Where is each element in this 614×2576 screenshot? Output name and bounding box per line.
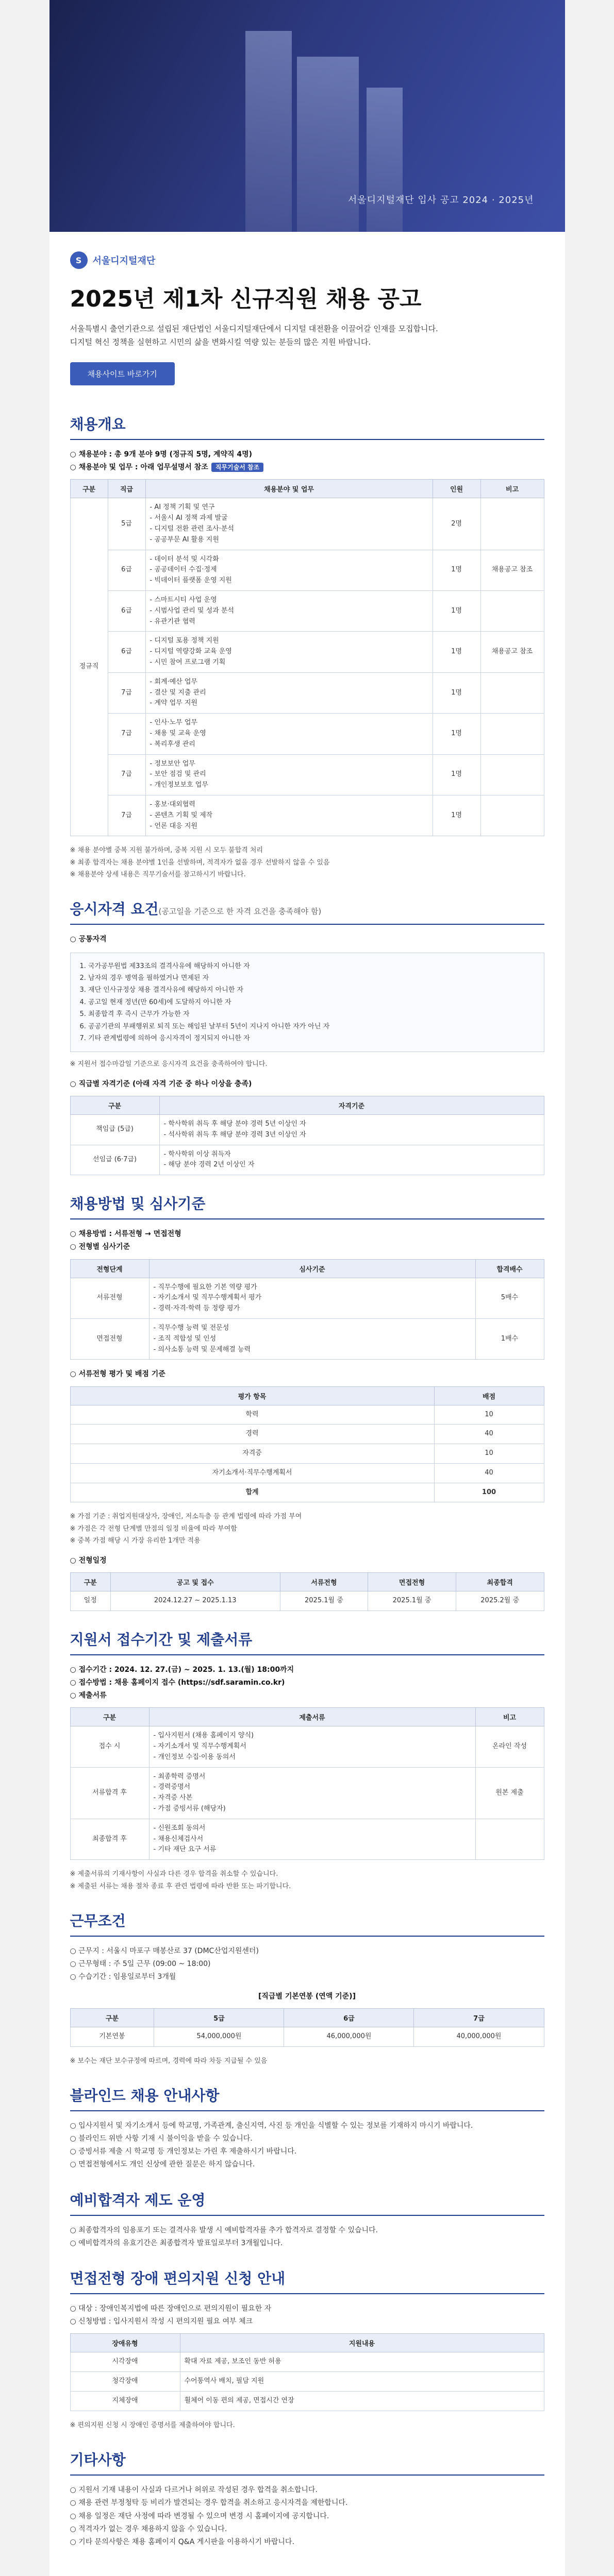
cell: 40 <box>434 1463 544 1483</box>
cell: - 정보보안 업무 - 보안 점검 및 관리 - 개인정보보호 업무 <box>145 754 433 795</box>
table-row <box>70 1767 544 1819</box>
section-title: 근무조건 <box>70 1910 544 1937</box>
intro-line: 디지털 혁신 정책을 실현하고 시민의 삶을 변화시킬 역량 있는 분들의 많은 지원 바랍니다. <box>70 337 371 347</box>
overview-notes <box>70 844 544 880</box>
cell: 2명 <box>433 498 480 550</box>
cell: 1배수 <box>475 1318 544 1359</box>
note-line: ※ 가점은 각 전형 단계별 만점의 일정 비율에 따라 부여함 <box>70 1524 237 1533</box>
cell: 10 <box>434 1405 544 1425</box>
table-row <box>70 632 544 672</box>
eligibility-item: 5. 최종합격 후 즉시 근무가 가능한 자 <box>79 1010 190 1019</box>
blind-item: ○ 증빙서류 제출 시 학교명 등 개인정보는 가린 후 제출하시기 바랍니다. <box>70 2147 297 2156</box>
cell: - 직무수행 능력 및 전문성 - 조직 적합성 및 인성 - 의사소통 능력 및 문제해결 능력 <box>149 1318 475 1359</box>
table-row <box>70 1425 544 1444</box>
page-title: 2025년 제1차 신규직원 채용 공고 <box>70 286 422 312</box>
access-item: ○ 신청방법 : 입사지원서 작성 시 편의지원 필요 여부 체크 <box>70 2317 253 2326</box>
note-line: ※ 채용분야 상세 내용은 직무기술서를 참고하시기 바랍니다. <box>70 871 246 879</box>
table-row <box>70 550 544 590</box>
logo-text: 서울디지털재단 <box>92 256 156 266</box>
cell: - AI 정책 기획 및 연구 - 서울시 AI 정책 과제 발굴 - 디지털 전환 관련 조사·분석 - 공공부문 AI 활용 지원 <box>145 498 433 550</box>
cell: - 인사·노무 업무 - 채용 및 교육 운영 - 복리후생 관리 <box>145 714 433 754</box>
table-row <box>70 1819 544 1859</box>
cell: 1명 <box>433 632 480 672</box>
job-description-badge: 직무기술서 참조 <box>211 463 263 472</box>
table-header: 구분 <box>70 1096 159 1114</box>
cell <box>480 714 544 754</box>
eligibility-item: 4. 공고일 현재 정년(만 60세)에 도달하지 아니한 자 <box>79 998 231 1006</box>
table-row <box>70 1114 544 1145</box>
eligibility-item: 6. 공공기관의 부패행위로 퇴직 또는 해임된 날부터 5년이 지나지 아니한 자가 아닌 자 <box>79 1022 330 1030</box>
condition-line: ○ 수습기간 : 임용일로부터 3개월 <box>70 1973 176 1981</box>
cell: 10 <box>434 1444 544 1464</box>
reserve-item: ○ 예비합격자의 유효기간은 최종합격자 발표일로부터 3개월입니다. <box>70 2239 283 2247</box>
cell: 7급 <box>108 795 145 836</box>
section-reserve <box>70 2189 544 2250</box>
overview-line: ○ 채용분야 및 업무 : 아래 업무설명서 참조 직무기술서 참조 <box>70 461 544 474</box>
table-row <box>70 2352 544 2372</box>
cell: 휠체어 이동 편의 제공, 면접시간 연장 <box>180 2391 544 2411</box>
section-title: 채용방법 및 심사기준 <box>70 1193 544 1219</box>
blind-item: ○ 면접전형에서도 개인 신상에 관한 질문은 하지 않습니다. <box>70 2160 255 2169</box>
cell: 자기소개서·직무수행계획서 <box>70 1463 434 1483</box>
accessibility-table <box>70 2333 544 2411</box>
table-header: 전형단계 <box>70 1259 149 1278</box>
misc-item: ○ 적격자가 없는 경우 채용하지 않을 수 있습니다. <box>70 2524 227 2533</box>
cell: - 직무수행에 필요한 기본 역량 평가 - 자기소개서 및 직무수행계획서 평가 - 경력·자격·학력 등 정량 평가 <box>149 1278 475 1318</box>
eligibility-item: 3. 재단 인사규정상 채용 결격사유에 해당하지 아니한 자 <box>79 986 244 994</box>
section-title: 지원서 접수기간 및 제출서류 <box>70 1629 544 1655</box>
cell: 2025.1월 중 <box>368 1591 456 1611</box>
org-logo <box>70 251 544 269</box>
cell: - 데이터 분석 및 시각화 - 공공데이터 수집·정제 - 빅데이터 플랫폼 운영 지원 <box>145 550 433 590</box>
misc-item: ○ 기타 문의사항은 채용 홈페이지 Q&A 게시판을 이용하시기 바랍니다. <box>70 2537 294 2546</box>
table-header: 지원내용 <box>180 2334 544 2352</box>
table-header: 5급 <box>154 2008 284 2027</box>
table-header: 구분 <box>70 1708 149 1726</box>
overview-line: ○ 채용분야 : 총 9개 분야 9명 (정규직 5명, 계약직 4명) <box>70 450 253 459</box>
cell: 접수 시 <box>70 1726 149 1767</box>
table-header: 심사기준 <box>149 1259 475 1278</box>
section-title: 채용개요 <box>70 413 544 440</box>
cell: - 입사지원서 (채용 홈페이지 양식) - 자기소개서 및 직무수행계획서 - 개인정보 수집·이용 동의서 <box>149 1726 475 1767</box>
application-link[interactable]: ○ 접수방법 : 채용 홈페이지 접수 (https://sdf.saramin.co.kr) <box>70 1678 285 1687</box>
application-notes <box>70 1868 544 1892</box>
blind-item: ○ 입사지원서 및 자기소개서 등에 학교명, 가족관계, 출신지역, 사진 등 개인을 식별할 수 있는 정보를 기재하지 마시기 바랍니다. <box>70 2121 473 2130</box>
table-row <box>70 498 544 550</box>
table-header: 구분 <box>70 1572 110 1591</box>
section-application <box>70 1629 544 1892</box>
cell: 40 <box>434 1425 544 1444</box>
cell: - 신원조회 동의서 - 채용신체검사서 - 기타 재단 요구 서류 <box>149 1819 475 1859</box>
schedule-lead: ○ 전형일정 <box>70 1556 107 1565</box>
schedule-table <box>70 1572 544 1611</box>
condition-line: ○ 근무지 : 서울시 마포구 매봉산로 37 (DMC산업지원센터) <box>70 1946 259 1955</box>
table-header: 구분 <box>70 480 108 498</box>
cell: 최종합격 후 <box>70 1819 149 1859</box>
cell: 2025.2월 중 <box>456 1591 544 1611</box>
cell: - 학사학위 취득 후 해당 분야 경력 5년 이상인 자 - 석사학위 취득 후 해당 분야 경력 3년 이상인 자 <box>159 1114 544 1145</box>
cell: 원본 제출 <box>475 1767 544 1819</box>
table-header: 면접전형 <box>368 1572 456 1591</box>
cell: 학력 <box>70 1405 434 1425</box>
cell <box>480 754 544 795</box>
cell: 채용공고 참조 <box>480 550 544 590</box>
cell: 시각장애 <box>70 2352 180 2372</box>
cell: - 디지털 포용 정책 지원 - 디지털 역량강화 교육 운영 - 시민 참여 프로그램 기획 <box>145 632 433 672</box>
table-header: 채용분야 및 업무 <box>145 480 433 498</box>
cell: 5급 <box>108 498 145 550</box>
cell: 2025.1월 중 <box>280 1591 368 1611</box>
section-title: 면접전형 장애 편의지원 신청 안내 <box>70 2267 544 2294</box>
score-table <box>70 1386 544 1503</box>
table-header: 합격배수 <box>475 1259 544 1278</box>
logo-icon: S <box>70 251 88 269</box>
cell: 6급 <box>108 550 145 590</box>
cell: 7급 <box>108 714 145 754</box>
table-header: 장애유형 <box>70 2334 180 2352</box>
eligibility-item: 1. 국가공무원법 제33조의 결격사유에 해당하지 아니한 자 <box>79 962 250 970</box>
selection-lead: ○ 채용방법 : 서류전형 → 면접전형 <box>70 1230 181 1239</box>
cell: 온라인 작성 <box>475 1726 544 1767</box>
note-line: ※ 중복 가점 해당 시 가장 유리한 1개만 적용 <box>70 1537 201 1545</box>
cell <box>480 498 544 550</box>
table-row <box>70 1318 544 1359</box>
table-header: 배점 <box>434 1386 544 1405</box>
access-item: ○ 대상 : 장애인복지법에 따른 장애인으로 편의지원이 필요한 자 <box>70 2304 272 2313</box>
cell: 54,000,000원 <box>154 2027 284 2046</box>
score-total: 100 <box>434 1483 544 1502</box>
table-row <box>70 1405 544 1425</box>
blind-item: ○ 블라인드 위반 사항 기재 시 불이익을 받을 수 있습니다. <box>70 2134 253 2143</box>
cell: 7급 <box>108 672 145 713</box>
section-misc <box>70 2449 544 2549</box>
reserve-item: ○ 최종합격자의 임용포기 또는 결격사유 발생 시 예비합격자를 추가 합격자로 결정할 수 있습니다. <box>70 2226 378 2234</box>
misc-item: ○ 채용 관련 부정청탁 등 비리가 발견되는 경우 합격을 취소하고 응시자격을 제한합니다. <box>70 2499 348 2507</box>
table-row <box>70 1444 544 1464</box>
cell: 청각장애 <box>70 2372 180 2392</box>
cell: 1명 <box>433 590 480 631</box>
salary-table <box>70 2008 544 2047</box>
eligibility-item: 2. 남자의 경우 병역을 필하였거나 면제된 자 <box>79 974 209 982</box>
cell <box>475 1819 544 1859</box>
cell: 채용공고 참조 <box>480 632 544 672</box>
table-header: 인원 <box>433 480 480 498</box>
selection-lead: ○ 전형별 심사기준 <box>70 1243 130 1251</box>
table-row <box>70 1278 544 1318</box>
cell: 수어통역사 배치, 필담 지원 <box>180 2372 544 2392</box>
score-lead: ○ 서류전형 평가 및 배점 기준 <box>70 1370 165 1379</box>
group-cell: 정규직 <box>70 498 108 836</box>
section-title: 예비합격자 제도 운영 <box>70 2189 544 2216</box>
table-header: 구분 <box>70 2008 154 2027</box>
eligibility-lead: ○ 공통자격 <box>70 935 107 944</box>
table-row <box>70 1463 544 1483</box>
cell: - 회계·예산 업무 - 결산 및 지출 관리 - 계약 업무 지원 <box>145 672 433 713</box>
cell: 1명 <box>433 714 480 754</box>
eligibility-note: ※ 지원서 접수마감일 기준으로 응시자격 요건을 충족하여야 합니다. <box>70 1060 268 1069</box>
cell <box>480 795 544 836</box>
table-row <box>70 714 544 754</box>
building-shape <box>367 88 403 232</box>
cell: 6급 <box>108 590 145 631</box>
table-row <box>70 1726 544 1767</box>
table-header: 서류전형 <box>280 1572 368 1591</box>
section-title: 블라인드 채용 안내사항 <box>70 2084 544 2111</box>
note-line: ※ 최종 합격자는 채용 분야별 1인을 선발하며, 적격자가 없을 경우 선발하지 않을 수 있음 <box>70 858 330 867</box>
grade-criteria-lead: ○ 직급별 자격기준 (아래 자격 기준 중 하나 이상을 충족) <box>70 1079 252 1088</box>
cell: 40,000,000원 <box>414 2027 544 2046</box>
note-line: ※ 제출서류의 기재사항이 사실과 다른 경우 합격을 취소할 수 있습니다. <box>70 1870 278 1878</box>
table-header: 자격기준 <box>159 1096 544 1114</box>
table-header: 비고 <box>475 1708 544 1726</box>
misc-item: ○ 채용 일정은 재단 사정에 따라 변경될 수 있으며 변경 시 홈페이지에 공지합니다. <box>70 2512 329 2520</box>
cell: 책임급 (5급) <box>70 1114 159 1145</box>
section-selection <box>70 1193 544 1611</box>
cell: - 홍보·대외협력 - 콘텐츠 기획 및 제작 - 언론 대응 지원 <box>145 795 433 836</box>
section-accessibility <box>70 2267 544 2431</box>
table-row <box>70 2372 544 2392</box>
table-row <box>70 1145 544 1175</box>
cell: 6급 <box>108 632 145 672</box>
table-header: 최종합격 <box>456 1572 544 1591</box>
cell: 2024.12.27 ~ 2025.1.13 <box>110 1591 280 1611</box>
cell: 5배수 <box>475 1278 544 1318</box>
cell: 1명 <box>433 754 480 795</box>
cell: 면접전형 <box>70 1318 149 1359</box>
cell: - 최종학력 증명서 - 경력증명서 - 자격증 사본 - 가점 증빙서류 (해당자) <box>149 1767 475 1819</box>
table-header: 직급 <box>108 480 145 498</box>
recruit-site-button[interactable]: 채용사이트 바로가기 <box>70 362 175 385</box>
cell: 확대 자료 제공, 보조인 동반 허용 <box>180 2352 544 2372</box>
cell <box>480 590 544 631</box>
cell: 선임급 (6·7급) <box>70 1145 159 1175</box>
table-header: 제출서류 <box>149 1708 475 1726</box>
table-header: 공고 및 접수 <box>110 1572 280 1591</box>
intro-text <box>70 323 544 349</box>
table-header: 평가 항목 <box>70 1386 434 1405</box>
score-total-label: 합계 <box>70 1483 434 1502</box>
cell <box>480 672 544 713</box>
note-line: ※ 채용 분야별 중복 지원 불가하며, 중복 지원 시 모두 불합격 처리 <box>70 846 263 855</box>
table-row <box>70 590 544 631</box>
hero-banner <box>49 0 565 232</box>
announcement-page <box>49 0 565 2576</box>
note-line: ※ 가점 기준 : 취업지원대상자, 장애인, 저소득층 등 관계 법령에 따라 가점 부여 <box>70 1513 302 1521</box>
cell: 기본연봉 <box>70 2027 154 2046</box>
salary-caption: [직급별 기본연봉 (연액 기준)] <box>258 1992 356 2001</box>
salary-note: ※ 보수는 재단 보수규정에 따르며, 경력에 따라 차등 지급될 수 있음 <box>70 2057 268 2065</box>
documents-table <box>70 1707 544 1860</box>
table-header: 7급 <box>414 2008 544 2027</box>
eligibility-item: 7. 기타 관계법령에 의하여 응시자격이 정지되지 아니한 자 <box>79 1035 250 1042</box>
positions-table <box>70 479 544 836</box>
table-row <box>70 795 544 836</box>
condition-line: ○ 근무형태 : 주 5일 근무 (09:00 ~ 18:00) <box>70 1960 211 1969</box>
cell: 경력 <box>70 1425 434 1444</box>
hero-caption: 서울디지털재단 입사 공고 2024 · 2025년 <box>347 195 534 206</box>
section-conditions <box>70 1910 544 2067</box>
cell: - 학사학위 이상 취득자 - 해당 분야 경력 2년 이상인 자 <box>159 1145 544 1175</box>
section-blind <box>70 2084 544 2172</box>
table-row <box>70 2391 544 2411</box>
eligibility-box <box>70 953 544 1053</box>
section-title: 기타사항 <box>70 2449 544 2476</box>
intro-line: 서울특별시 출연기관으로 설립된 재단법인 서울디지털재단에서 디지털 대전환을 이끌어갈 인재를 모집합니다. <box>70 324 438 333</box>
section-eligibility <box>70 898 544 1175</box>
building-shape <box>245 31 292 232</box>
misc-item: ○ 지원서 기재 내용이 사실과 다르거나 허위로 작성된 경우 합격을 취소합니다. <box>70 2486 318 2495</box>
cell: 일정 <box>70 1591 110 1611</box>
cell: 서류전형 <box>70 1278 149 1318</box>
section-title: 응시자격 요건(공고일을 기준으로 한 자격 요건을 충족해야 함) <box>70 898 544 925</box>
selection-notes <box>70 1511 544 1547</box>
table-row <box>70 672 544 713</box>
cell: 7급 <box>108 754 145 795</box>
cell: 1명 <box>433 550 480 590</box>
table-row <box>70 1591 544 1611</box>
table-row <box>70 754 544 795</box>
cell: 서류합격 후 <box>70 1767 149 1819</box>
cell: 1명 <box>433 672 480 713</box>
cell: 지체장애 <box>70 2391 180 2411</box>
table-header: 비고 <box>480 480 544 498</box>
application-line: ○ 제출서류 <box>70 1691 107 1700</box>
table-header: 6급 <box>284 2008 414 2027</box>
table-row <box>70 2027 544 2046</box>
access-note: ※ 편의지원 신청 시 장애인 증명서를 제출하여야 합니다. <box>70 2421 235 2429</box>
cell: - 스마트시티 사업 운영 - 시범사업 관리 및 성과 분석 - 유관기관 협력 <box>145 590 433 631</box>
application-line: ○ 접수기간 : 2024. 12. 27.(금) ~ 2025. 1. 13.(월) 18:00까지 <box>70 1665 294 1674</box>
section-overview <box>70 413 544 880</box>
note-line: ※ 제출된 서류는 채용 절차 종료 후 관련 법령에 따라 반환 또는 파기합니다. <box>70 1882 291 1890</box>
cell: 1명 <box>433 795 480 836</box>
grade-criteria-table <box>70 1096 544 1175</box>
selection-criteria-table <box>70 1259 544 1360</box>
cell: 46,000,000원 <box>284 2027 414 2046</box>
cell: 자격증 <box>70 1444 434 1464</box>
